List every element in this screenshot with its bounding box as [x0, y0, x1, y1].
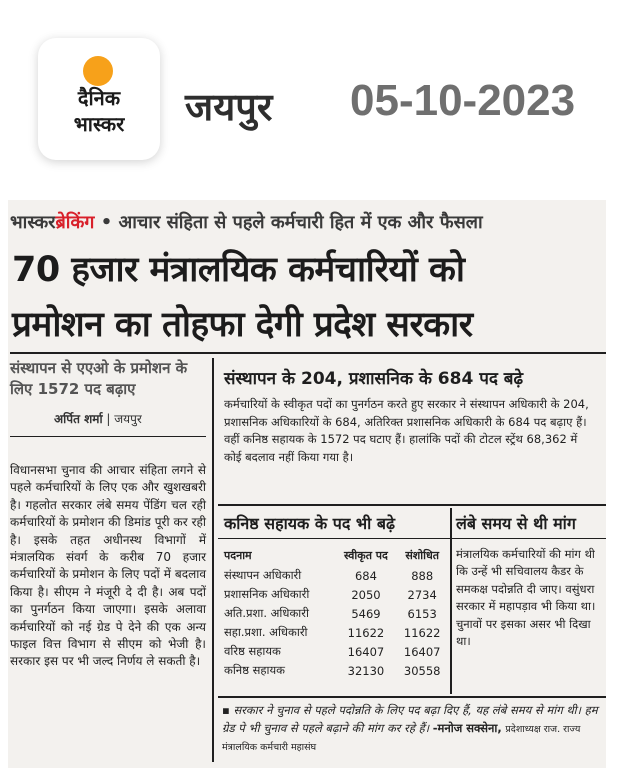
article-body: विधानसभा चुनाव की आचार संहिता लगने से पहले कर्मचारियों के लिए एक और खुशखबरी है। गहलोत सरकार लंबे समय पेंडिंग चल रही कर्मचारियों के प्रमोशन की डिमांड पूरी कर रही है। इसके तहत अधीनस्थ विभागों में मंत्रालयिक संवर्ग के करीब 70 हजार कर्मचारियों के प्रमोशन के लिए पदों में बदलाव किया है। सीएम ने मंजूरी दे दी है। अब पदों का पुनर्गठन किया जाएगा। इसके अलावा कर्मचारियों को नई ग्रेड पे देने की एक अन्य फाइल वित्त विभाग से सीएम को भेजी है। सरकार इस पर भी जल्द निर्णय ले सकती है। — [10, 463, 206, 669]
logo-line-2: भास्कर — [73, 112, 125, 136]
headline-line-1: 70 हजार मंत्रालयिक कर्मचारियों को — [12, 250, 465, 290]
cell-revised: 888 — [411, 568, 434, 583]
divider-mid — [218, 504, 606, 506]
header-sanctioned: स्वीकृत पद — [344, 549, 388, 562]
sidebar-title: लंबे समय से थी मांग — [456, 514, 576, 533]
table-title: कनिष्ठ सहायक के पद भी बढ़े — [224, 514, 396, 533]
logo-sun-icon — [83, 56, 113, 86]
cell-designation: कनिष्ठ सहायक — [224, 663, 285, 677]
table-row — [222, 642, 448, 661]
cell-designation: सहा.प्रशा. अधिकारी — [224, 625, 308, 639]
divider-top — [10, 352, 606, 354]
cell-revised: 30558 — [403, 663, 441, 678]
divider-quote — [218, 696, 606, 698]
table-row — [222, 623, 448, 642]
quote-name: -मनोज सक्सेना, — [432, 720, 502, 735]
byline — [54, 410, 142, 427]
column-divider — [212, 358, 214, 762]
table-row — [222, 604, 448, 623]
byline-separator: | — [102, 412, 115, 426]
logo-line-1: दैनिक — [77, 86, 121, 110]
cell-sanctioned: 2050 — [351, 587, 381, 602]
table-row — [222, 661, 448, 680]
sidebar-body: मंत्रालयिक कर्मचारियों की मांग थी कि उन्हें भी सचिवालय कैडर के समकक्ष पदोन्नति दी जाए। वसुंधरा सरकार में महापड़ाव भी किया था। चुनावों पर इसका असर भी दिखा था। — [456, 547, 596, 649]
kicker-text: • आचार संहिता से पहले कर्मचारी हित में एक और फैसला — [100, 212, 483, 233]
column-divider-right — [450, 508, 452, 694]
subheadline: संस्थापन से एएओ के प्रमोशन के लिए 1572 पद बढ़ाए — [10, 359, 188, 398]
quote-block — [222, 702, 604, 757]
header-revised: संशोधित — [405, 549, 440, 562]
header-designation: पदनाम — [224, 549, 252, 562]
kicker-breaking: ब्रेकिंग — [55, 212, 95, 233]
headline-line-2: प्रमोशन का तोहफा देगी प्रदेश सरकार — [12, 305, 473, 345]
byline-place: जयपुर — [114, 412, 142, 426]
cell-designation: अति.प्रशा. अधिकारी — [224, 606, 309, 620]
cell-revised: 2734 — [407, 587, 437, 602]
app-logo[interactable] — [38, 38, 160, 160]
divider-table-head — [218, 538, 606, 539]
cell-sanctioned: 5469 — [351, 606, 381, 621]
byline-author: अर्पित शर्मा — [54, 412, 103, 426]
cell-revised: 11622 — [403, 625, 441, 640]
cell-designation: संस्थापन अधिकारी — [224, 568, 302, 582]
kicker — [10, 210, 606, 234]
info-box-title: संस्थापन के 204, प्रशासनिक के 684 पद बढ़े — [224, 369, 524, 389]
table-row — [222, 566, 448, 585]
kicker-brand: भास्कर — [10, 212, 56, 233]
table-header-row — [222, 548, 448, 566]
cell-sanctioned: 684 — [354, 568, 377, 583]
quote-text: ▪ सरकार ने चुनाव से पहले पदोन्नति के लिए पद बढ़ा दिए हैं, यह लंबे समय से मांग थी। हम ग्रेड पे भी चुनाव से पहले बढ़ाने की मांग कर रहे हैं। — [222, 703, 598, 735]
cell-sanctioned: 16407 — [347, 644, 385, 659]
quote-role: प्रदेशाध्यक्ष राज. राज्य मंत्रालयिक कर्मचारी महासंघ — [222, 723, 581, 753]
date-label: 05-10-2023 — [350, 76, 576, 125]
info-box-body: कर्मचारियों के स्वीकृत पदों का पुनर्गठन करते हुए सरकार ने संस्थापन अधिकारी के 204, प्रशासनिक अधिकारियों के 684, अतिरिक्त प्रशासनिक अधिकारी के 684 पद बढ़ाए हैं। वहीं कनिष्ठ सहायक के 1572 पद घटाए हैं। हालांकि पदों की टोटल स्ट्रेंथ 68,362 में कोई बदलाव नहीं किया गया है। — [224, 397, 589, 464]
cell-designation: प्रशासनिक अधिकारी — [224, 587, 310, 601]
cell-designation: वरिष्ठ सहायक — [224, 644, 281, 658]
table-row — [222, 585, 448, 604]
cell-sanctioned: 32130 — [347, 663, 385, 678]
cell-sanctioned: 11622 — [347, 625, 385, 640]
cell-revised: 16407 — [403, 644, 441, 659]
cell-revised: 6153 — [407, 606, 437, 621]
posts-table — [222, 548, 448, 680]
city-label: जयपुर — [185, 85, 273, 129]
divider-byline — [10, 436, 206, 437]
